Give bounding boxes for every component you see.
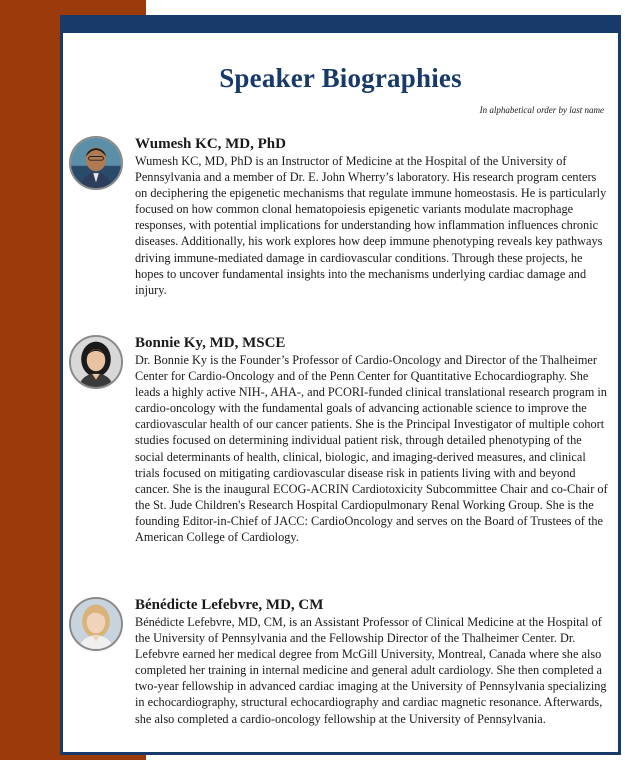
portrait-icon xyxy=(71,138,121,188)
page-title: Speaker Biographies xyxy=(219,63,462,93)
speaker-photo-lefebvre xyxy=(69,597,123,651)
speaker-bio-text: Bénédicte Lefebvre, MD, CM, is an Assistant Professor of Clinical Medicine at the Hospital of the University of Pennsylvania and the Fellowship Director of the Thalheimer Center. Dr. Lefebvre earned her medical degree from McGill University, Montreal, Canada where she also completed her training in internal medicine and general adult cardiology. She then completed a two-year fellowship in advanced cardiac imaging at the University of Pennsylvania specializing in echocardiography, structural echocardiography and cardiac magnetic resonance. Afterwards, she also completed a cardio-oncology fellowship at the University of Pennsylvania. xyxy=(135,615,607,726)
speaker-name: Bonnie Ky, MD, MSCE xyxy=(135,335,286,351)
portrait-icon xyxy=(71,337,121,387)
portrait-icon xyxy=(71,599,121,649)
speaker-bio-text: Wumesh KC, MD, PhD is an Instructor of Medicine at the Hospital of the University of Pennsylvania and a member of Dr. E. John Wherry’s laboratory. His research program centers on deciphering the epigenetic mechanisms that regulate immune homeostasis. He is particularly focused on how common clonal hematopoiesis epigenetic variants modulate macrophage responses, with potential implications for understanding how inflammation influences chronic diseases. Additionally, his work explores how deep immune phenotyping reveals key pathways driving immune-mediated damage in cardiovascular conditions. Through these projects, he hopes to uncover fundamental insights into the mechanisms underlying cardiac damage and injury. xyxy=(135,154,607,297)
speaker-name: Bénédicte Lefebvre, MD, CM xyxy=(135,597,324,613)
speaker-bio-text: Dr. Bonnie Ky is the Founder’s Professor of Cardio-Oncology and Director of the Thalheimer Center for Cardio-Oncology and of the Penn Center for Quantitative Echocardiography. She leads a highly active NIH-, AHA-, and PCORI-funded clinical translational research program in cardio-oncology with the fundamental goals of advancing actionable science to improve the cardiovascular health of our cancer patients. She is the Principal Investigator of multiple cohort studies focused on determining individual patient risk, through detailed phenotyping of the social determinants of health, clinical, biologic, and imaging-derived measures, and clinical trials focused on mitigating cardiovascular disease risk in patients living with and beyond cancer. She is the inaugural ECOG-ACRIN Cardiotoxicity Subcommittee Chair and co-Chair of the St. Jude Children's Research Hospital Cardiopulmonary Renal Working Group. She is the founding Editor-in-Chief of JACC: CardioOncology and serves on the Board of Trustees of the American College of Cardiology. xyxy=(135,353,608,545)
page-subtitle: In alphabetical order by last name xyxy=(479,105,604,115)
speaker-photo-ky xyxy=(69,335,123,389)
speaker-photo-kc xyxy=(69,136,123,190)
speaker-name: Wumesh KC, MD, PhD xyxy=(135,136,286,152)
biographies-panel xyxy=(60,15,621,755)
